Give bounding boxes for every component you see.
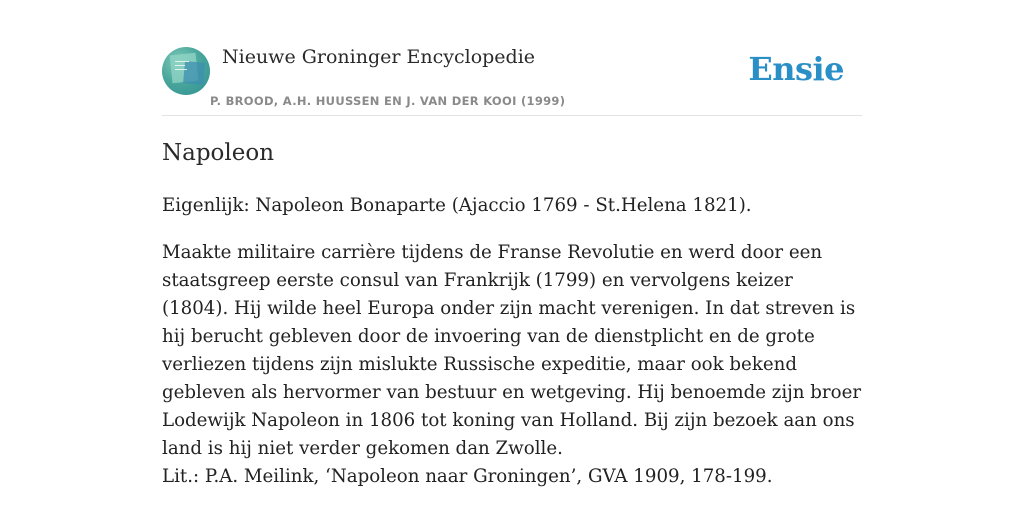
source-header — [162, 0, 862, 116]
page-content — [162, 0, 862, 487]
source-title[interactable]: Nieuwe Groninger Encyclopedie — [222, 46, 536, 68]
article-literature: Lit.: P.A. Meilink, ‘Napoleon naar Groningen’, GVA 1909, 178-199. — [162, 466, 773, 487]
article-paragraph: Maakte militaire carrière tijdens de Franse Revolutie en werd door een staatsgreep eerste consul van Frankrijk (1799) en vervolgens keizer (1804). Hij wilde heel Europa onder zijn macht verenigen. In dat streven is hij berucht gebleven door de invoering van de dienstplicht en de grote verliezen tijdens zijn mislukte Russische expeditie, maar ook bekend gebleven als hervormer van bestuur en wetgeving. Hij benoemde zijn broer Lodewijk Napoleon in 1806 tot koning van Holland. Bij zijn bezoek aan ons land is hij niet verder gekomen dan Zwolle. — [162, 242, 862, 459]
article-paragraph: Eigenlijk: Napoleon Bonaparte (Ajaccio 1769 - St.Helena 1821). — [162, 195, 752, 216]
article-title: Napoleon — [162, 140, 275, 166]
ensie-brand-logo[interactable]: Ensie — [748, 50, 844, 88]
source-authors: P. BROOD, A.H. HUUSSEN EN J. VAN DER KOOI (1999) — [210, 94, 566, 108]
encyclopedia-logo-icon[interactable] — [162, 47, 210, 95]
